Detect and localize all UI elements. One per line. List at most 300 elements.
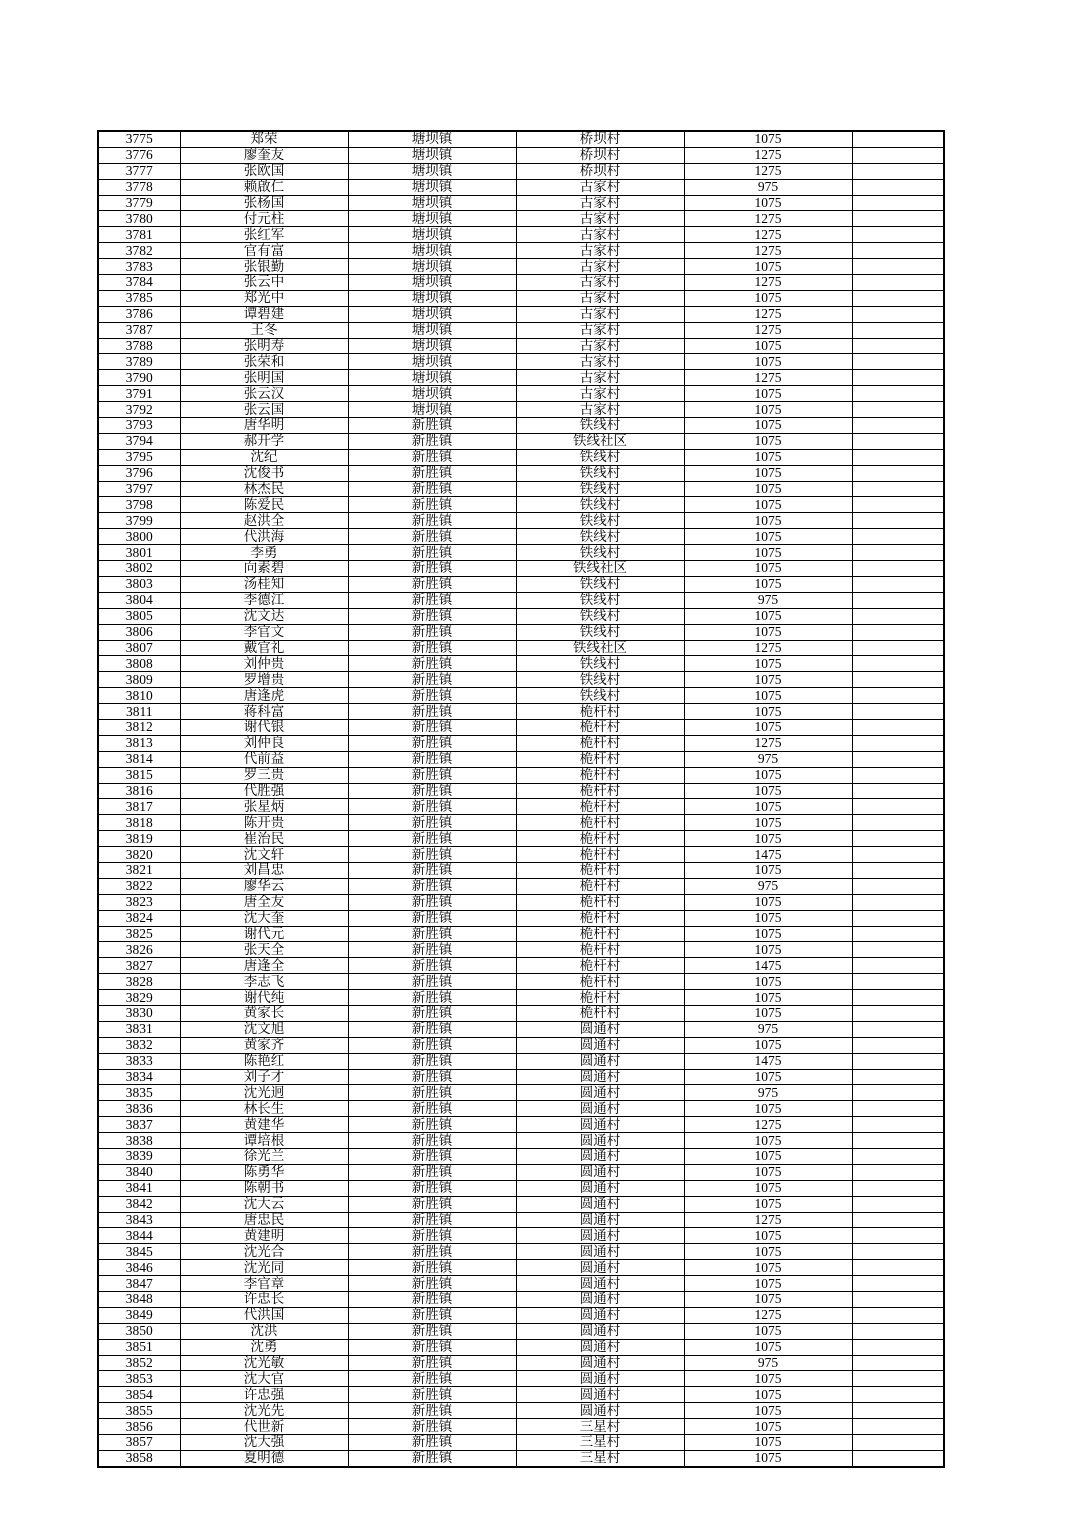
amount-cell: 1275 bbox=[684, 243, 852, 259]
row-number-cell: 3834 bbox=[98, 1069, 180, 1085]
village-cell: 圆通村 bbox=[516, 1323, 684, 1339]
table-row bbox=[98, 131, 944, 147]
table-row bbox=[98, 974, 944, 990]
blank-cell bbox=[852, 1387, 944, 1403]
amount-cell: 1075 bbox=[684, 990, 852, 1006]
village-cell: 古家村 bbox=[516, 275, 684, 291]
table-row bbox=[98, 354, 944, 370]
village-cell: 古家村 bbox=[516, 306, 684, 322]
table-row bbox=[98, 179, 944, 195]
table-row bbox=[98, 402, 944, 418]
village-cell: 圆通村 bbox=[516, 1180, 684, 1196]
table-row bbox=[98, 1117, 944, 1133]
blank-cell bbox=[852, 1180, 944, 1196]
village-cell: 桅杆村 bbox=[516, 783, 684, 799]
blank-cell bbox=[852, 942, 944, 958]
amount-cell: 1075 bbox=[684, 561, 852, 577]
amount-cell: 1075 bbox=[684, 783, 852, 799]
village-cell: 桅杆村 bbox=[516, 831, 684, 847]
blank-cell bbox=[852, 1435, 944, 1451]
name-cell: 张星炳 bbox=[180, 799, 348, 815]
town-cell: 新胜镇 bbox=[348, 1371, 516, 1387]
row-number-cell: 3827 bbox=[98, 958, 180, 974]
town-cell: 新胜镇 bbox=[348, 735, 516, 751]
name-cell: 沈文达 bbox=[180, 608, 348, 624]
row-number-cell: 3849 bbox=[98, 1307, 180, 1323]
blank-cell bbox=[852, 799, 944, 815]
row-number-cell: 3789 bbox=[98, 354, 180, 370]
amount-cell: 1075 bbox=[684, 449, 852, 465]
table-row bbox=[98, 1403, 944, 1419]
name-cell: 郑光中 bbox=[180, 290, 348, 306]
blank-cell bbox=[852, 449, 944, 465]
town-cell: 新胜镇 bbox=[348, 767, 516, 783]
amount-cell: 1075 bbox=[684, 1037, 852, 1053]
table-row bbox=[98, 1435, 944, 1451]
blank-cell bbox=[852, 1419, 944, 1435]
name-cell: 刘仲贵 bbox=[180, 656, 348, 672]
blank-cell bbox=[852, 1228, 944, 1244]
village-cell: 圆通村 bbox=[516, 1212, 684, 1228]
name-cell: 黄家长 bbox=[180, 1005, 348, 1021]
row-number-cell: 3797 bbox=[98, 481, 180, 497]
blank-cell bbox=[852, 1260, 944, 1276]
village-cell: 铁线村 bbox=[516, 656, 684, 672]
table-row bbox=[98, 1149, 944, 1165]
town-cell: 新胜镇 bbox=[348, 497, 516, 513]
blank-cell bbox=[852, 147, 944, 163]
town-cell: 新胜镇 bbox=[348, 942, 516, 958]
name-cell: 张明寿 bbox=[180, 338, 348, 354]
table-row bbox=[98, 529, 944, 545]
blank-cell bbox=[852, 1450, 944, 1466]
table-row bbox=[98, 847, 944, 863]
row-number-cell: 3858 bbox=[98, 1450, 180, 1466]
name-cell: 陈勇华 bbox=[180, 1164, 348, 1180]
village-cell: 圆通村 bbox=[516, 1196, 684, 1212]
name-cell: 李勇 bbox=[180, 545, 348, 561]
amount-cell: 1275 bbox=[684, 147, 852, 163]
row-number-cell: 3842 bbox=[98, 1196, 180, 1212]
town-cell: 塘坝镇 bbox=[348, 211, 516, 227]
row-number-cell: 3786 bbox=[98, 306, 180, 322]
blank-cell bbox=[852, 688, 944, 704]
amount-cell: 1075 bbox=[684, 1403, 852, 1419]
amount-cell: 1075 bbox=[684, 529, 852, 545]
amount-cell: 975 bbox=[684, 1355, 852, 1371]
table-row bbox=[98, 1037, 944, 1053]
row-number-cell: 3796 bbox=[98, 465, 180, 481]
table-row bbox=[98, 958, 944, 974]
amount-cell: 1075 bbox=[684, 894, 852, 910]
table-row bbox=[98, 1053, 944, 1069]
name-cell: 廖华云 bbox=[180, 878, 348, 894]
blank-cell bbox=[852, 227, 944, 243]
town-cell: 塘坝镇 bbox=[348, 275, 516, 291]
town-cell: 塘坝镇 bbox=[348, 259, 516, 275]
row-number-cell: 3821 bbox=[98, 862, 180, 878]
town-cell: 新胜镇 bbox=[348, 847, 516, 863]
table-row bbox=[98, 1292, 944, 1308]
amount-cell: 1075 bbox=[684, 290, 852, 306]
village-cell: 桅杆村 bbox=[516, 942, 684, 958]
row-number-cell: 3853 bbox=[98, 1371, 180, 1387]
blank-cell bbox=[852, 1101, 944, 1117]
name-cell: 赵洪全 bbox=[180, 513, 348, 529]
village-cell: 圆通村 bbox=[516, 1149, 684, 1165]
blank-cell bbox=[852, 545, 944, 561]
town-cell: 塘坝镇 bbox=[348, 163, 516, 179]
amount-cell: 1075 bbox=[684, 1387, 852, 1403]
name-cell: 张云汉 bbox=[180, 386, 348, 402]
row-number-cell: 3850 bbox=[98, 1323, 180, 1339]
name-cell: 沈大强 bbox=[180, 1435, 348, 1451]
name-cell: 唐华明 bbox=[180, 418, 348, 434]
village-cell: 圆通村 bbox=[516, 1021, 684, 1037]
village-cell: 铁线社区 bbox=[516, 640, 684, 656]
village-cell: 圆通村 bbox=[516, 1228, 684, 1244]
name-cell: 沈光敏 bbox=[180, 1355, 348, 1371]
blank-cell bbox=[852, 259, 944, 275]
table-row bbox=[98, 672, 944, 688]
blank-cell bbox=[852, 751, 944, 767]
row-number-cell: 3793 bbox=[98, 418, 180, 434]
name-cell: 沈纪 bbox=[180, 449, 348, 465]
name-cell: 张杨国 bbox=[180, 195, 348, 211]
town-cell: 新胜镇 bbox=[348, 1149, 516, 1165]
town-cell: 塘坝镇 bbox=[348, 243, 516, 259]
name-cell: 许忠长 bbox=[180, 1292, 348, 1308]
town-cell: 新胜镇 bbox=[348, 1228, 516, 1244]
name-cell: 谭碧建 bbox=[180, 306, 348, 322]
town-cell: 新胜镇 bbox=[348, 656, 516, 672]
name-cell: 沈文轩 bbox=[180, 847, 348, 863]
town-cell: 新胜镇 bbox=[348, 576, 516, 592]
name-cell: 郝开学 bbox=[180, 433, 348, 449]
table-row bbox=[98, 1387, 944, 1403]
table-row bbox=[98, 545, 944, 561]
amount-cell: 1275 bbox=[684, 163, 852, 179]
amount-cell: 1075 bbox=[684, 1339, 852, 1355]
village-cell: 铁线社区 bbox=[516, 561, 684, 577]
village-cell: 桅杆村 bbox=[516, 735, 684, 751]
name-cell: 赖啟仁 bbox=[180, 179, 348, 195]
name-cell: 李官章 bbox=[180, 1276, 348, 1292]
row-number-cell: 3809 bbox=[98, 672, 180, 688]
amount-cell: 1075 bbox=[684, 656, 852, 672]
village-cell: 圆通村 bbox=[516, 1117, 684, 1133]
town-cell: 新胜镇 bbox=[348, 990, 516, 1006]
village-cell: 桅杆村 bbox=[516, 751, 684, 767]
name-cell: 沈大奎 bbox=[180, 910, 348, 926]
row-number-cell: 3811 bbox=[98, 704, 180, 720]
blank-cell bbox=[852, 767, 944, 783]
row-number-cell: 3846 bbox=[98, 1260, 180, 1276]
name-cell: 沈文旭 bbox=[180, 1021, 348, 1037]
table-row bbox=[98, 227, 944, 243]
amount-cell: 1075 bbox=[684, 497, 852, 513]
table-row bbox=[98, 656, 944, 672]
name-cell: 黄家齐 bbox=[180, 1037, 348, 1053]
row-number-cell: 3852 bbox=[98, 1355, 180, 1371]
table-row bbox=[98, 275, 944, 291]
name-cell: 黄建明 bbox=[180, 1228, 348, 1244]
blank-cell bbox=[852, 608, 944, 624]
row-number-cell: 3835 bbox=[98, 1085, 180, 1101]
table-row bbox=[98, 243, 944, 259]
blank-cell bbox=[852, 179, 944, 195]
row-number-cell: 3782 bbox=[98, 243, 180, 259]
amount-cell: 1075 bbox=[684, 1005, 852, 1021]
town-cell: 新胜镇 bbox=[348, 1435, 516, 1451]
blank-cell bbox=[852, 1085, 944, 1101]
table-row bbox=[98, 195, 944, 211]
amount-cell: 1075 bbox=[684, 481, 852, 497]
amount-cell: 1275 bbox=[684, 640, 852, 656]
blank-cell bbox=[852, 1292, 944, 1308]
amount-cell: 1075 bbox=[684, 1260, 852, 1276]
blank-cell bbox=[852, 672, 944, 688]
town-cell: 新胜镇 bbox=[348, 481, 516, 497]
town-cell: 新胜镇 bbox=[348, 815, 516, 831]
name-cell: 陈开贵 bbox=[180, 815, 348, 831]
table-row bbox=[98, 211, 944, 227]
row-number-cell: 3843 bbox=[98, 1212, 180, 1228]
name-cell: 陈艳红 bbox=[180, 1053, 348, 1069]
row-number-cell: 3848 bbox=[98, 1292, 180, 1308]
village-cell: 铁线村 bbox=[516, 608, 684, 624]
name-cell: 沈大云 bbox=[180, 1196, 348, 1212]
table-row bbox=[98, 688, 944, 704]
name-cell: 代洪国 bbox=[180, 1307, 348, 1323]
town-cell: 新胜镇 bbox=[348, 1387, 516, 1403]
name-cell: 罗增贵 bbox=[180, 672, 348, 688]
village-cell: 铁线村 bbox=[516, 688, 684, 704]
town-cell: 新胜镇 bbox=[348, 418, 516, 434]
row-number-cell: 3779 bbox=[98, 195, 180, 211]
amount-cell: 1275 bbox=[684, 227, 852, 243]
amount-cell: 1275 bbox=[684, 1307, 852, 1323]
name-cell: 张荣和 bbox=[180, 354, 348, 370]
table-row bbox=[98, 497, 944, 513]
blank-cell bbox=[852, 1053, 944, 1069]
row-number-cell: 3775 bbox=[98, 131, 180, 147]
blank-cell bbox=[852, 656, 944, 672]
blank-cell bbox=[852, 640, 944, 656]
row-number-cell: 3794 bbox=[98, 433, 180, 449]
row-number-cell: 3818 bbox=[98, 815, 180, 831]
town-cell: 新胜镇 bbox=[348, 1323, 516, 1339]
village-cell: 圆通村 bbox=[516, 1355, 684, 1371]
row-number-cell: 3798 bbox=[98, 497, 180, 513]
village-cell: 桅杆村 bbox=[516, 1005, 684, 1021]
row-number-cell: 3822 bbox=[98, 878, 180, 894]
amount-cell: 975 bbox=[684, 179, 852, 195]
table-row bbox=[98, 433, 944, 449]
blank-cell bbox=[852, 592, 944, 608]
village-cell: 圆通村 bbox=[516, 1371, 684, 1387]
table-row bbox=[98, 1355, 944, 1371]
blank-cell bbox=[852, 322, 944, 338]
name-cell: 张欧国 bbox=[180, 163, 348, 179]
blank-cell bbox=[852, 1021, 944, 1037]
amount-cell: 1075 bbox=[684, 1450, 852, 1466]
town-cell: 新胜镇 bbox=[348, 831, 516, 847]
table-row bbox=[98, 1196, 944, 1212]
table-row bbox=[98, 704, 944, 720]
amount-cell: 1275 bbox=[684, 322, 852, 338]
town-cell: 新胜镇 bbox=[348, 1419, 516, 1435]
town-cell: 塘坝镇 bbox=[348, 322, 516, 338]
row-number-cell: 3806 bbox=[98, 624, 180, 640]
amount-cell: 1075 bbox=[684, 815, 852, 831]
table-row bbox=[98, 449, 944, 465]
amount-cell: 1275 bbox=[684, 1212, 852, 1228]
name-cell: 唐全友 bbox=[180, 894, 348, 910]
amount-cell: 1075 bbox=[684, 1101, 852, 1117]
blank-cell bbox=[852, 1323, 944, 1339]
row-number-cell: 3810 bbox=[98, 688, 180, 704]
row-number-cell: 3791 bbox=[98, 386, 180, 402]
name-cell: 王冬 bbox=[180, 322, 348, 338]
town-cell: 新胜镇 bbox=[348, 1180, 516, 1196]
name-cell: 郑荣 bbox=[180, 131, 348, 147]
subsidy-list-table bbox=[97, 130, 945, 1468]
village-cell: 桅杆村 bbox=[516, 719, 684, 735]
table-row bbox=[98, 894, 944, 910]
row-number-cell: 3799 bbox=[98, 513, 180, 529]
town-cell: 新胜镇 bbox=[348, 608, 516, 624]
village-cell: 圆通村 bbox=[516, 1403, 684, 1419]
amount-cell: 1075 bbox=[684, 624, 852, 640]
blank-cell bbox=[852, 704, 944, 720]
village-cell: 圆通村 bbox=[516, 1260, 684, 1276]
name-cell: 廖奎友 bbox=[180, 147, 348, 163]
town-cell: 塘坝镇 bbox=[348, 402, 516, 418]
village-cell: 铁线社区 bbox=[516, 433, 684, 449]
blank-cell bbox=[852, 974, 944, 990]
village-cell: 圆通村 bbox=[516, 1101, 684, 1117]
town-cell: 塘坝镇 bbox=[348, 147, 516, 163]
table-row bbox=[98, 1419, 944, 1435]
village-cell: 铁线村 bbox=[516, 672, 684, 688]
village-cell: 圆通村 bbox=[516, 1387, 684, 1403]
town-cell: 新胜镇 bbox=[348, 704, 516, 720]
name-cell: 代前益 bbox=[180, 751, 348, 767]
village-cell: 古家村 bbox=[516, 290, 684, 306]
amount-cell: 1075 bbox=[684, 513, 852, 529]
row-number-cell: 3816 bbox=[98, 783, 180, 799]
row-number-cell: 3837 bbox=[98, 1117, 180, 1133]
town-cell: 新胜镇 bbox=[348, 719, 516, 735]
row-number-cell: 3833 bbox=[98, 1053, 180, 1069]
village-cell: 铁线村 bbox=[516, 465, 684, 481]
table-row bbox=[98, 640, 944, 656]
blank-cell bbox=[852, 1276, 944, 1292]
amount-cell: 1475 bbox=[684, 847, 852, 863]
town-cell: 新胜镇 bbox=[348, 1260, 516, 1276]
row-number-cell: 3840 bbox=[98, 1164, 180, 1180]
amount-cell: 1475 bbox=[684, 958, 852, 974]
village-cell: 桅杆村 bbox=[516, 990, 684, 1006]
name-cell: 陈朝书 bbox=[180, 1180, 348, 1196]
amount-cell: 1275 bbox=[684, 306, 852, 322]
name-cell: 刘子才 bbox=[180, 1069, 348, 1085]
row-number-cell: 3854 bbox=[98, 1387, 180, 1403]
table-row bbox=[98, 322, 944, 338]
blank-cell bbox=[852, 910, 944, 926]
village-cell: 桅杆村 bbox=[516, 926, 684, 942]
blank-cell bbox=[852, 481, 944, 497]
village-cell: 铁线村 bbox=[516, 497, 684, 513]
table-row bbox=[98, 910, 944, 926]
name-cell: 沈洪 bbox=[180, 1323, 348, 1339]
row-number-cell: 3817 bbox=[98, 799, 180, 815]
table-row bbox=[98, 767, 944, 783]
row-number-cell: 3820 bbox=[98, 847, 180, 863]
town-cell: 新胜镇 bbox=[348, 1117, 516, 1133]
village-cell: 桥坝村 bbox=[516, 131, 684, 147]
name-cell: 谢代纯 bbox=[180, 990, 348, 1006]
town-cell: 新胜镇 bbox=[348, 1053, 516, 1069]
town-cell: 新胜镇 bbox=[348, 1101, 516, 1117]
amount-cell: 1075 bbox=[684, 1196, 852, 1212]
town-cell: 新胜镇 bbox=[348, 529, 516, 545]
blank-cell bbox=[852, 1037, 944, 1053]
town-cell: 新胜镇 bbox=[348, 783, 516, 799]
village-cell: 桅杆村 bbox=[516, 878, 684, 894]
name-cell: 唐忠民 bbox=[180, 1212, 348, 1228]
row-number-cell: 3856 bbox=[98, 1419, 180, 1435]
village-cell: 古家村 bbox=[516, 354, 684, 370]
row-number-cell: 3857 bbox=[98, 1435, 180, 1451]
amount-cell: 975 bbox=[684, 878, 852, 894]
row-number-cell: 3828 bbox=[98, 974, 180, 990]
village-cell: 古家村 bbox=[516, 402, 684, 418]
name-cell: 沈勇 bbox=[180, 1339, 348, 1355]
blank-cell bbox=[852, 433, 944, 449]
table-row bbox=[98, 1450, 944, 1466]
row-number-cell: 3844 bbox=[98, 1228, 180, 1244]
village-cell: 古家村 bbox=[516, 386, 684, 402]
table-row bbox=[98, 1021, 944, 1037]
table-row bbox=[98, 1276, 944, 1292]
table-row bbox=[98, 1005, 944, 1021]
amount-cell: 1075 bbox=[684, 1180, 852, 1196]
name-cell: 沈大官 bbox=[180, 1371, 348, 1387]
town-cell: 新胜镇 bbox=[348, 1450, 516, 1466]
town-cell: 新胜镇 bbox=[348, 1196, 516, 1212]
row-number-cell: 3838 bbox=[98, 1133, 180, 1149]
table-row bbox=[98, 1164, 944, 1180]
blank-cell bbox=[852, 402, 944, 418]
village-cell: 圆通村 bbox=[516, 1292, 684, 1308]
town-cell: 塘坝镇 bbox=[348, 338, 516, 354]
table-row bbox=[98, 862, 944, 878]
row-number-cell: 3807 bbox=[98, 640, 180, 656]
amount-cell: 1475 bbox=[684, 1053, 852, 1069]
name-cell: 谢代元 bbox=[180, 926, 348, 942]
blank-cell bbox=[852, 1069, 944, 1085]
town-cell: 塘坝镇 bbox=[348, 386, 516, 402]
town-cell: 新胜镇 bbox=[348, 545, 516, 561]
table-row bbox=[98, 306, 944, 322]
table-row bbox=[98, 592, 944, 608]
row-number-cell: 3829 bbox=[98, 990, 180, 1006]
village-cell: 铁线村 bbox=[516, 529, 684, 545]
row-number-cell: 3845 bbox=[98, 1244, 180, 1260]
row-number-cell: 3785 bbox=[98, 290, 180, 306]
